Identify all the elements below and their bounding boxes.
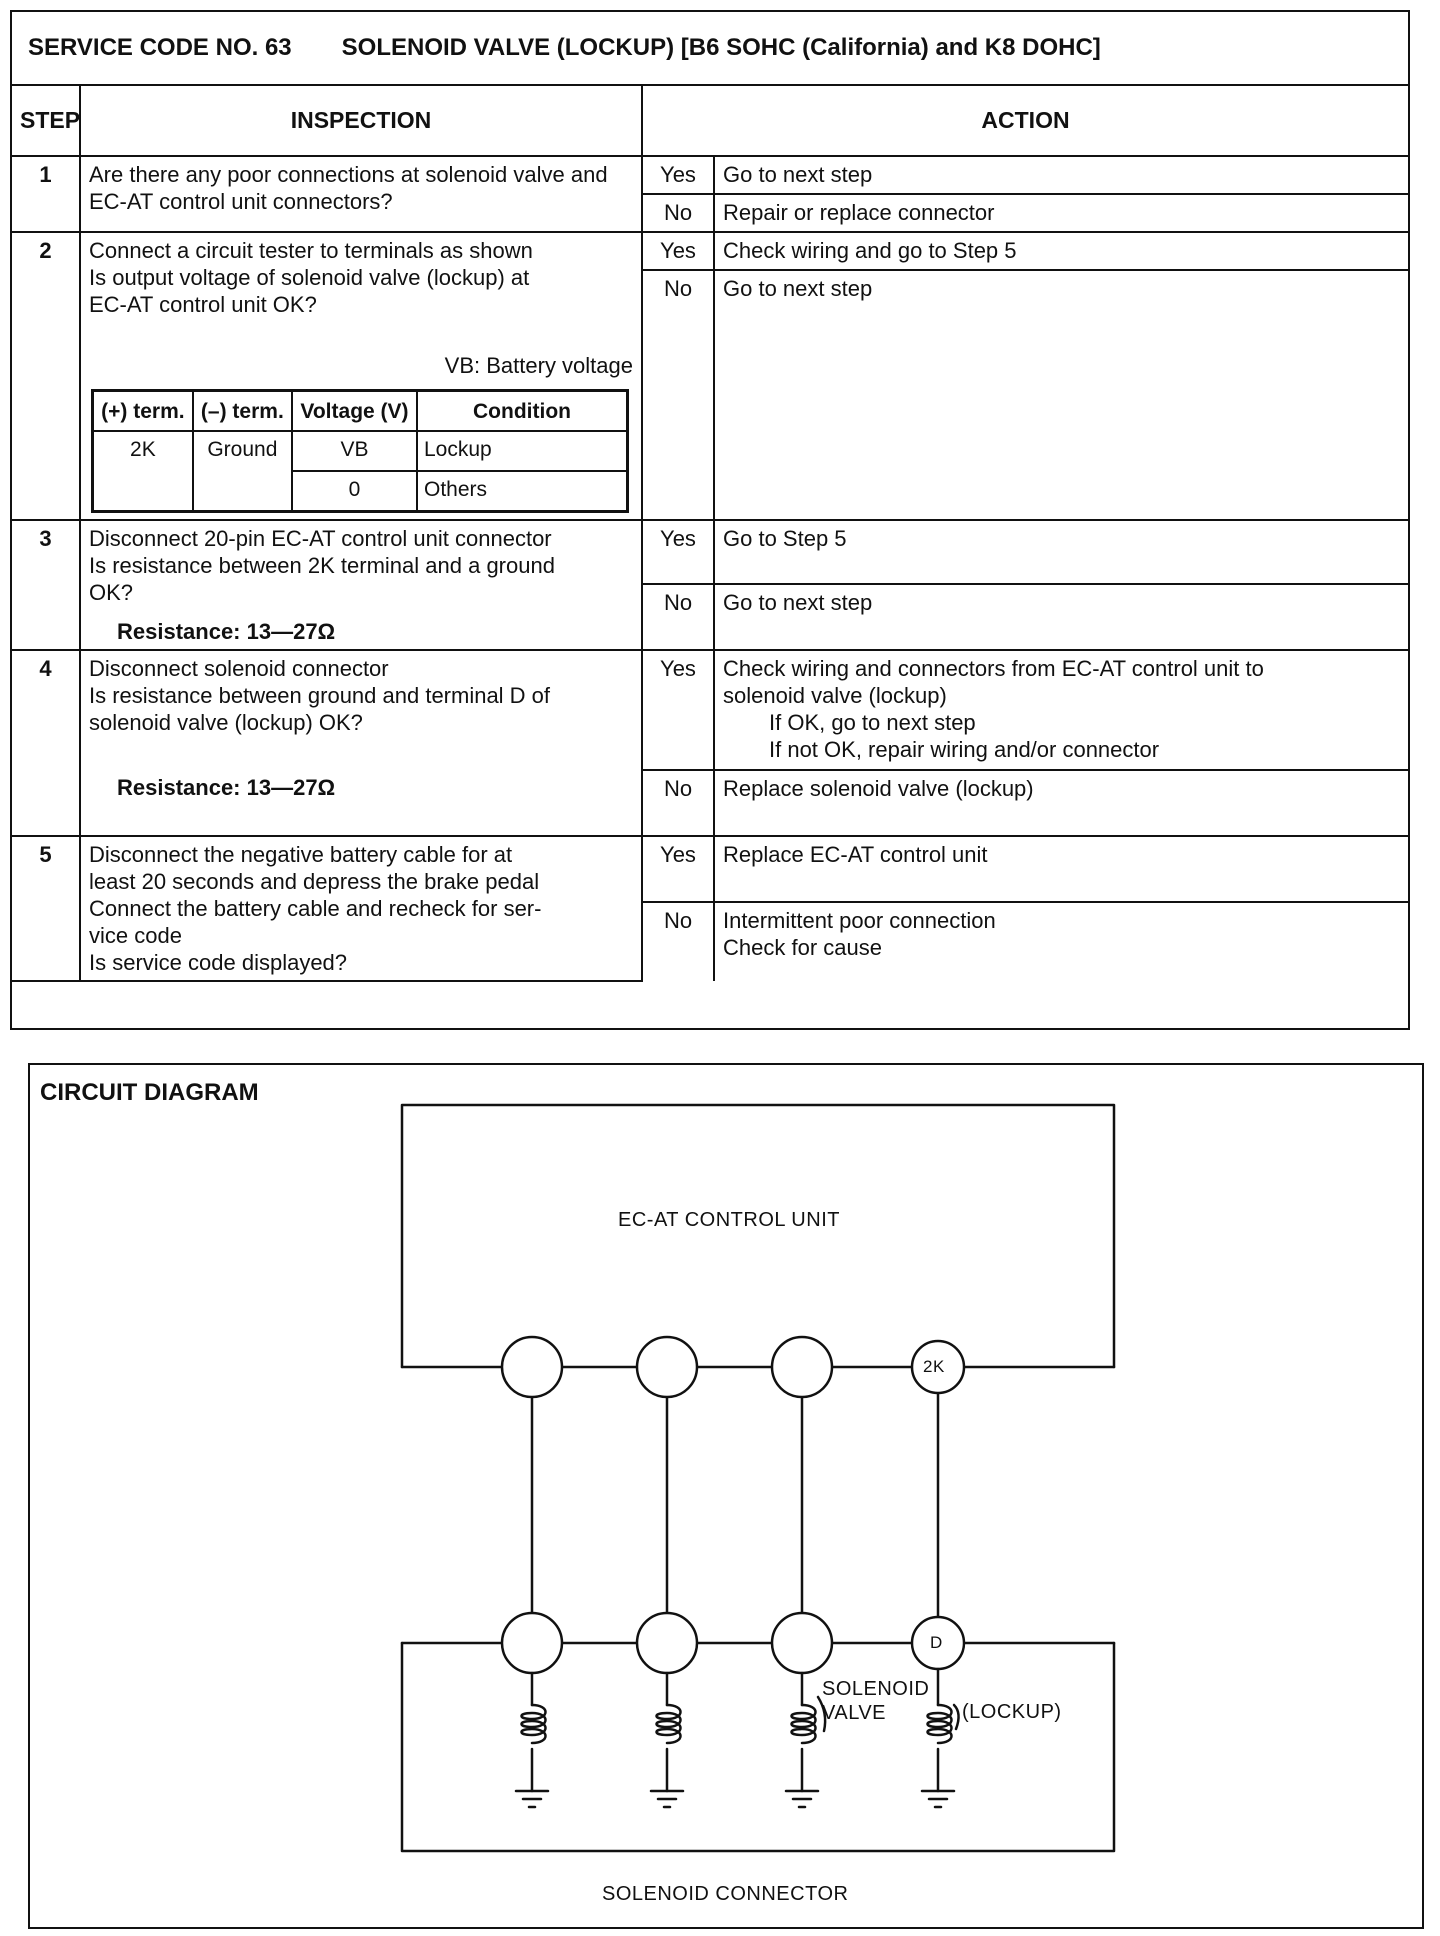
voltage-value: 0 [292,471,417,512]
terminal-2k-label: 2K [923,1357,945,1376]
action-line: solenoid valve (lockup) [723,683,947,708]
coil-icon [657,1673,681,1791]
terminal-circle [502,1337,562,1397]
service-code-number: SERVICE CODE NO. 63 [28,34,292,61]
inspection-line: OK? [89,580,134,605]
action-line: Check wiring and connectors from EC-AT control unit to [723,656,1264,681]
voltage-table-header: Voltage (V) [292,391,417,432]
voltage-table-header: (–) term. [193,391,292,432]
no-label: No [642,770,714,836]
no-action: Go to next step [714,584,1408,650]
lockup-bracket [954,1705,959,1729]
inspection-line: solenoid valve (lockup) OK? [89,710,363,735]
terminal-circle [502,1613,562,1673]
voltage-value: VB [292,431,417,471]
step-inspection [80,232,642,520]
voltage-condition: Others [417,471,628,512]
coil-icon [522,1673,546,1791]
minus-terminal: Ground [193,431,292,512]
step-number: 4 [12,650,80,836]
terminal-circle [772,1613,832,1673]
no-label: No [642,902,714,981]
ground-icon [786,1791,818,1807]
solenoid-connector-label: SOLENOID CONNECTOR [602,1883,849,1905]
service-code-title: SOLENOID VALVE (LOCKUP) [B6 SOHC (California) and K8 DOHC] [341,34,1101,61]
yes-label: Yes [642,520,714,584]
coil-icon [792,1673,816,1791]
inspection-line: EC-AT control unit connectors? [89,189,393,214]
table-header-row [12,86,1408,156]
solenoid-label-line: VALVE [822,1702,887,1724]
yes-action: Go to Step 5 [714,520,1408,584]
voltage-table-header: (+) term. [93,391,193,432]
step-number: 5 [12,836,80,981]
no-action: Replace solenoid valve (lockup) [714,770,1408,836]
voltage-condition: Lockup [417,431,628,471]
inspection-line: Connect the battery cable and recheck for ser- [89,896,542,921]
no-label: No [642,194,714,232]
no-label: No [642,270,714,520]
ground-icon [651,1791,683,1807]
column-header-action: ACTION [642,86,1408,156]
voltage-table-header: Condition [417,391,628,432]
inspection-table [12,86,1408,982]
terminal-circle [637,1337,697,1397]
circuit-diagram [28,1063,1424,1929]
step-number: 3 [12,520,80,650]
no-action: Go to next step [714,270,1408,520]
table-row [12,836,1408,902]
voltage-table [91,389,629,513]
yes-action: Replace EC-AT control unit [714,836,1408,902]
solenoid-label-line: SOLENOID [822,1678,930,1700]
action-subline: If OK, go to next step [769,710,976,735]
inspection-line: Is resistance between ground and terminal D of [89,683,551,708]
yes-action: Check wiring and go to Step 5 [714,232,1408,270]
yes-label: Yes [642,156,714,194]
inspection-line: least 20 seconds and depress the brake pedal [89,869,540,894]
resistance-spec: Resistance: 13—27Ω [117,619,336,644]
step-inspection [80,650,642,836]
service-code-table [10,10,1410,1030]
no-action [714,902,1408,981]
inspection-line: Are there any poor connections at solenoid valve and [89,162,608,187]
lockup-label: (LOCKUP) [962,1701,1062,1723]
step-inspection [80,836,642,981]
ground-icon [922,1791,954,1807]
control-unit-outline [402,1105,1114,1367]
table-row [12,156,1408,194]
no-label: No [642,584,714,650]
step-number: 2 [12,232,80,520]
inspection-line: Disconnect the negative battery cable for at [89,842,513,867]
yes-label: Yes [642,836,714,902]
yes-label: Yes [642,232,714,270]
action-line: Intermittent poor connection [723,908,996,933]
column-header-inspection: INSPECTION [80,86,642,156]
terminal-circle [772,1337,832,1397]
table-row [12,520,1408,584]
inspection-line: Disconnect solenoid connector [89,656,389,681]
circuit-diagram-title: CIRCUIT DIAGRAM [40,1079,259,1106]
yes-action [714,650,1408,770]
battery-voltage-note: VB: Battery voltage [444,353,633,378]
inspection-line: Disconnect 20-pin EC-AT control unit connector [89,526,552,551]
inspection-line: vice code [89,923,182,948]
circuit-drawing [30,1065,1422,1927]
inspection-line: Is service code displayed? [89,950,348,975]
action-line: Check for cause [723,935,882,960]
no-action: Repair or replace connector [714,194,1408,232]
solenoid-valve-label [822,1677,929,1725]
terminal-d-label: D [930,1633,943,1652]
table-row [12,650,1408,770]
inspection-line: Is output voltage of solenoid valve (lockup) at [89,265,530,290]
action-subline: If not OK, repair wiring and/or connector [769,737,1160,762]
service-code-header [12,12,1408,86]
column-header-step: STEP [12,86,80,156]
resistance-spec: Resistance: 13—27Ω [117,775,336,800]
step-number: 1 [12,156,80,232]
ground-icon [516,1791,548,1807]
coil-icon [928,1669,952,1791]
table-row [12,232,1408,270]
plus-terminal: 2K [93,431,193,512]
control-unit-label: EC-AT CONTROL UNIT [618,1209,840,1231]
yes-action: Go to next step [714,156,1408,194]
step-inspection [80,156,642,232]
inspection-line: Is resistance between 2K terminal and a ground [89,553,555,578]
step-inspection [80,520,642,650]
solenoid-connector-outline [402,1643,1114,1851]
inspection-line: Connect a circuit tester to terminals as shown [89,238,533,263]
terminal-circle [637,1613,697,1673]
inspection-line: EC-AT control unit OK? [89,292,317,317]
yes-label: Yes [642,650,714,770]
